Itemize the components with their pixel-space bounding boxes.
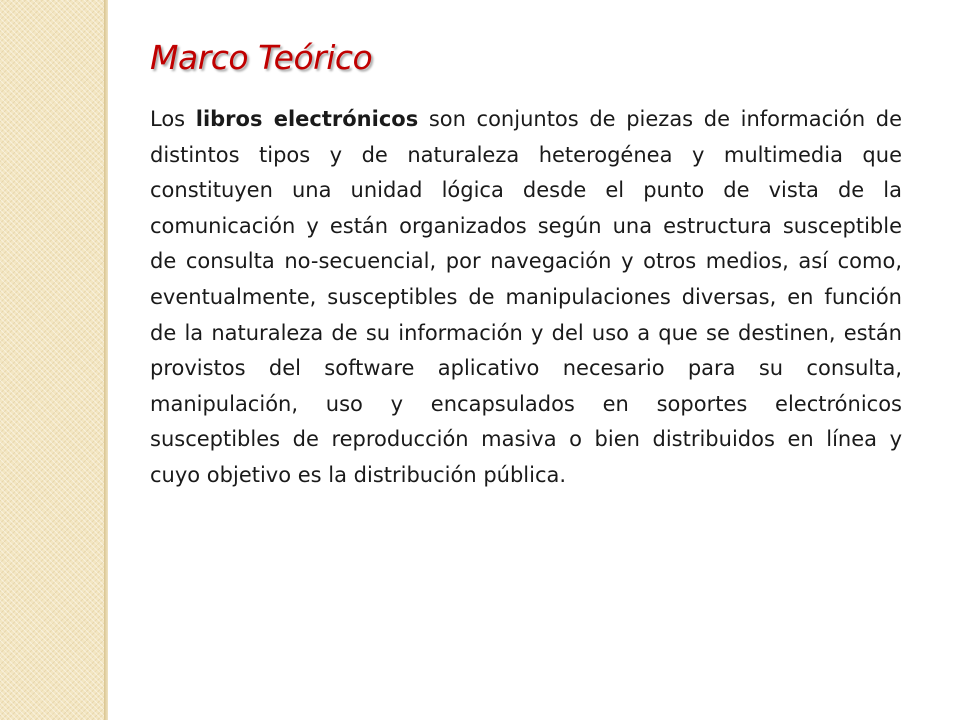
body-paragraph (150, 102, 902, 494)
paragraph-lead: Los (150, 107, 196, 131)
paragraph-text: son conjuntos de piezas de información de distintos tipos y de naturaleza heterogénea y multimedia que constituyen una unidad lógica desde el punto de vista de la comunicación y están organizados según una estructura susceptible de consulta no-secuencial, por navegación y otros medios, así como, eventualmente, susceptibles de manipulaciones diversas, en función de la naturaleza de su información y del uso a que se destinen, están provistos del software aplicativo necesario para su consulta, manipulación, uso y encapsulados en soportes electrónicos susceptibles de reproducción masiva o bien distribuidos en línea y cuyo objetivo es la distribución pública. (150, 107, 903, 487)
paragraph-emphasis: libros electrónicos (195, 107, 419, 131)
side-panel-edge (104, 0, 108, 720)
decorative-side-panel (0, 0, 104, 720)
slide-title: Marco Teórico (150, 38, 373, 77)
